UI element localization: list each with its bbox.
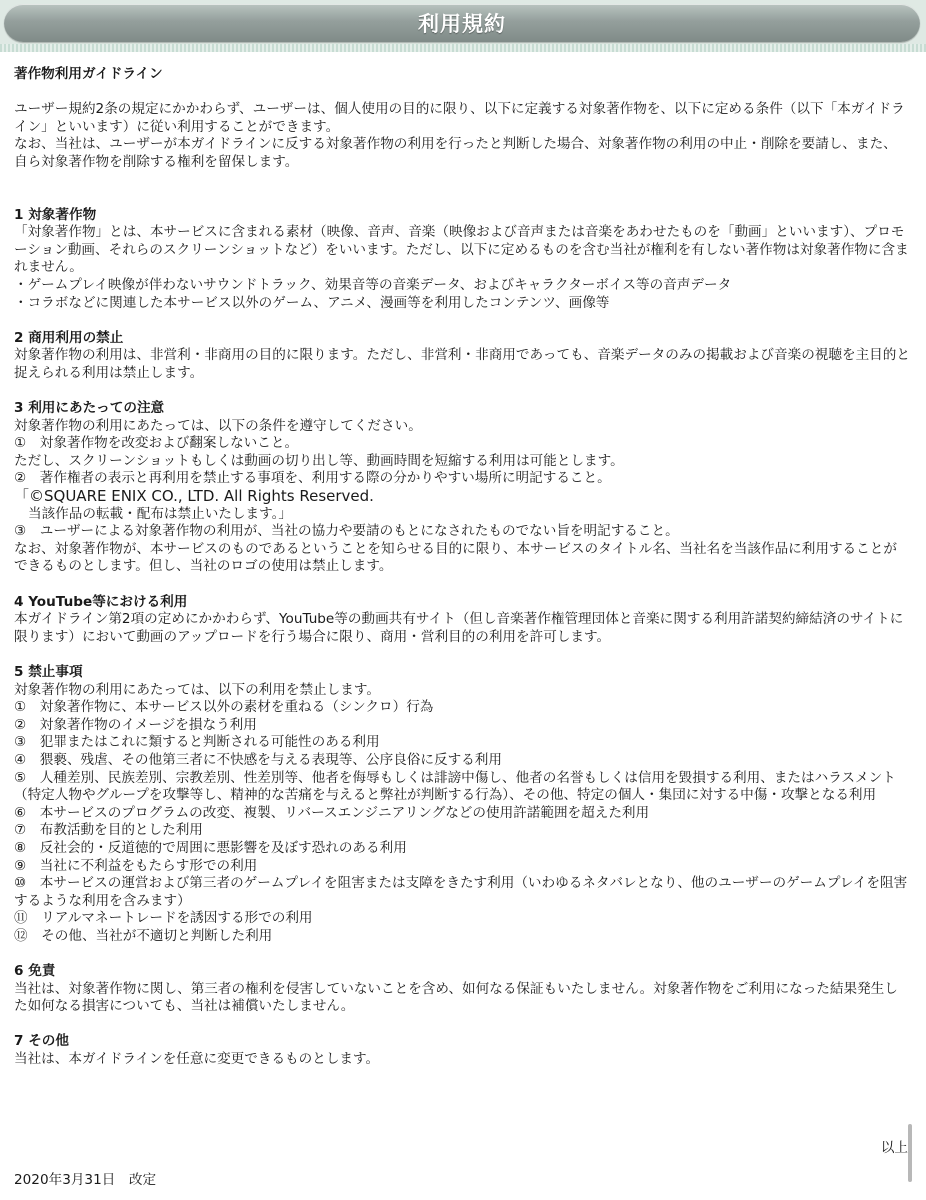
prohibition-item: ① 対象著作物に、本サービス以外の素材を重ねる（シンクロ）行為	[14, 699, 434, 716]
prohibition-item: ⑫ その他、当社が不適切と判断した利用	[14, 927, 273, 944]
section-line: 対象著作物の利用にあたっては、以下の条件を遵守してください。	[14, 417, 422, 434]
revision-date: 2020年3月31日 改定	[14, 1172, 157, 1188]
section-title: 2 商用利用の禁止	[14, 329, 124, 346]
section-title: 1 対象著作物	[14, 206, 97, 223]
title-divider	[0, 44, 926, 52]
section-title: 4 YouTube等における利用	[14, 593, 188, 610]
prohibition-item: ② 対象著作物のイメージを損なう利用	[14, 716, 257, 733]
closing-mark: 以上	[880, 1140, 908, 1156]
section-title: 3 利用にあたっての注意	[14, 400, 165, 417]
prohibition-item: ④ 猥褻、残虐、その他第三者に不快感を与える表現等、公序良俗に反する利用	[14, 751, 502, 768]
intro-paragraph: なお、当社は、ユーザーが本ガイドラインに反する対象著作物の利用を行ったと判断した場合、対象著作物の利用の中止・削除を要請し、また、自ら対象著作物を削除する権利を留保します。	[14, 136, 897, 170]
section-title: 7 その他	[14, 1033, 69, 1050]
title-bar	[4, 4, 920, 42]
copyright-notice: 当該作品の転載・配布は禁止いたします。」	[28, 505, 292, 522]
section-line: ・コラボなどに関連した本サービス以外のゲーム、アニメ、漫画等を利用したコンテンツ、画像等	[14, 294, 610, 311]
prohibition-item: ⑤ 人種差別、民族差別、宗教差別、性差別等、他者を侮辱もしくは誹謗中傷し、他者の名誉もしくは信用を毀損する利用、またはハラスメント（特定人物やグループを攻撃等し、精神的な苦痛を与えると弊社が判断する行為）、その他、特定の個人・集団に対する中傷・攻撃となる利用	[14, 769, 896, 804]
section-title: 5 禁止事項	[14, 664, 83, 680]
section-title: 6 免責	[14, 963, 56, 980]
section-line: ・ゲームプレイ映像が伴わないサウンドトラック、効果音等の音楽データ、およびキャラクターボイス等の音声データ	[14, 276, 732, 293]
prohibition-item: ⑧ 反社会的・反道徳的で周囲に悪影響を及ぼす恐れのある利用	[14, 839, 407, 856]
prohibition-item: ⑨ 当社に不利益をもたらす形での利用	[14, 857, 258, 874]
prohibition-item: ⑦ 布教活動を目的とした利用	[14, 822, 203, 839]
section-line: 本ガイドライン第2項の定めにかかわらず、YouTube等の動画共有サイト（但し音楽著作権管理団体と音楽に関する利用許諾契約締結済のサイトに限ります）において動画のアップロードを行う場合に限り、商用・営利目的の利用を許可します。	[14, 611, 904, 645]
prohibition-item: ⑪ リアルマネートレードを誘因する形での利用	[14, 910, 313, 927]
section-line: 「対象著作物」とは、本サービスに含まれる素材（映像、音声、音楽（映像および音声または音楽をあわせたものを「動画」といいます）、プロモーション動画、それらのスクリーンショットなど）をいいます。ただし、以下に定めるものを含む当社が権利を有しない著作物は対象著作物に含まれません。	[14, 224, 909, 276]
page-title: 利用規約	[418, 12, 506, 36]
copyright-notice: 「©SQUARE ENIX CO., LTD. All Rights Reserved.	[14, 487, 374, 506]
section-line: ③ ユーザーによる対象著作物の利用が、当社の協力や要請のもとになされたものでない旨を明記すること。	[14, 523, 679, 540]
prohibition-item: ③ 犯罪またはこれに類すると判断される可能性のある利用	[14, 734, 380, 751]
section-line: なお、対象著作物が、本サービスのものであるということを知らせる目的に限り、本サービスのタイトル名、当社名を当該作品に利用することができるものとします。但し、当社のロゴの使用は禁止します。	[14, 540, 897, 575]
scrollbar-thumb[interactable]	[908, 1124, 912, 1182]
intro-paragraph: ユーザー規約2条の規定にかかわらず、ユーザーは、個人使用の目的に限り、以下に定義する対象著作物を、以下に定める条件（以下「本ガイドライン」といいます）に従い利用することができます。	[14, 101, 905, 135]
terms-content	[14, 66, 910, 1069]
section-line: 当社は、対象著作物に関し、第三者の権利を侵害していないことを含め、如何なる保証もいたしません。対象著作物をご利用になった結果発生した如何なる損害についても、当社は補償いたしません。	[14, 980, 898, 1015]
section-line: ② 著作権者の表示と再利用を禁止する事項を、利用する際の分かりやすい場所に明記すること。	[14, 470, 611, 487]
section-line: 当社は、本ガイドラインを任意に変更できるものとします。	[14, 1051, 380, 1068]
section-line: 対象著作物の利用は、非営利・非商用の目的に限ります。ただし、非営利・非商用であっても、音楽データのみの掲載および音楽の視聴を主目的と捉えられる利用は禁止します。	[14, 347, 910, 381]
prohibition-item: ⑩ 本サービスの運営および第三者のゲームプレイを阻害または支障をきたす利用（いわゆるネタバレとなり、他のユーザーのゲームプレイを阻害するような利用を含みます）	[14, 875, 908, 909]
section-line: 対象著作物の利用にあたっては、以下の利用を禁止します。	[14, 681, 380, 698]
terms-panel[interactable]	[0, 52, 926, 1200]
section-line: ただし、スクリーンショットもしくは動画の切り出し等、動画時間を短縮する利用は可能とします。	[14, 452, 624, 469]
section-line: ① 対象著作物を改変および翻案しないこと。	[14, 435, 299, 452]
document-heading: 著作物利用ガイドライン	[14, 66, 163, 82]
prohibition-item: ⑥ 本サービスのプログラムの改変、複製、リバースエンジニアリングなどの使用許諾範囲を超えた利用	[14, 804, 650, 821]
